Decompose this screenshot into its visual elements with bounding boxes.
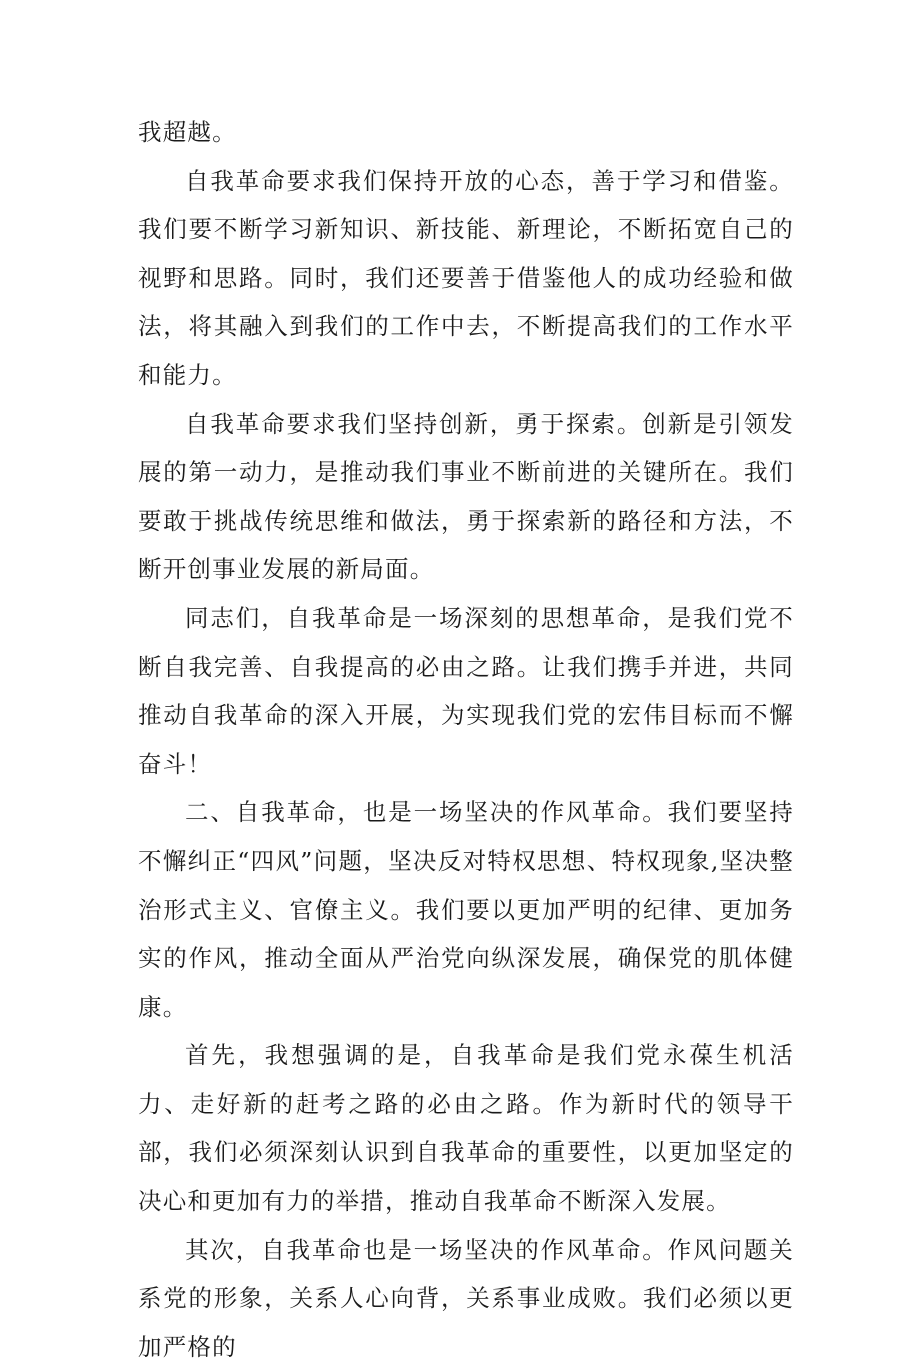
paragraph-6: 首先，我想强调的是，自我革命是我们党永葆生机活力、走好新的赶考之路的必由之路。作为新时代的领导干部，我们必须深刻认识到自我革命的重要性，以更加坚定的决心和更加有力的举措，推动自我革命不断深入发展。 — [138, 1041, 794, 1216]
paragraph-1: 我超越。 — [138, 118, 237, 146]
paragraph-2: 自我革命要求我们保持开放的心态，善于学习和借鉴。我们要不断学习新知识、新技能、新理论，不断拓宽自己的视野和思路。同时，我们还要善于借鉴他人的成功经验和做法，将其融入到我们的工作中去，不断提高我们的工作水平和能力。 — [138, 166, 794, 389]
paragraph-7: 其次，自我革命也是一场坚决的作风革命。作风问题关系党的形象，关系人心向背，关系事业成败。我们必须以更加严格的 — [138, 1235, 794, 1361]
paragraph-3: 自我革命要求我们坚持创新，勇于探索。创新是引领发展的第一动力，是推动我们事业不断前进的关键所在。我们要敢于挑战传统思维和做法，勇于探索新的路径和方法，不断开创事业发展的新局面。 — [138, 409, 794, 584]
paragraph-4: 同志们，自我革命是一场深刻的思想革命，是我们党不断自我完善、自我提高的必由之路。让我们携手并进，共同推动自我革命的深入开展，为实现我们党的宏伟目标而不懈奋斗！ — [138, 603, 794, 778]
paragraph-5: 二、自我革命，也是一场坚决的作风革命。我们要坚持不懈纠正“四风”问题，坚决反对特权思想、特权现象,坚决整治形式主义、官僚主义。我们要以更加严明的纪律、更加务实的作风，推动全面从严治党向纵深发展，确保党的肌体健康。 — [138, 798, 794, 1021]
document-body — [138, 108, 794, 1371]
